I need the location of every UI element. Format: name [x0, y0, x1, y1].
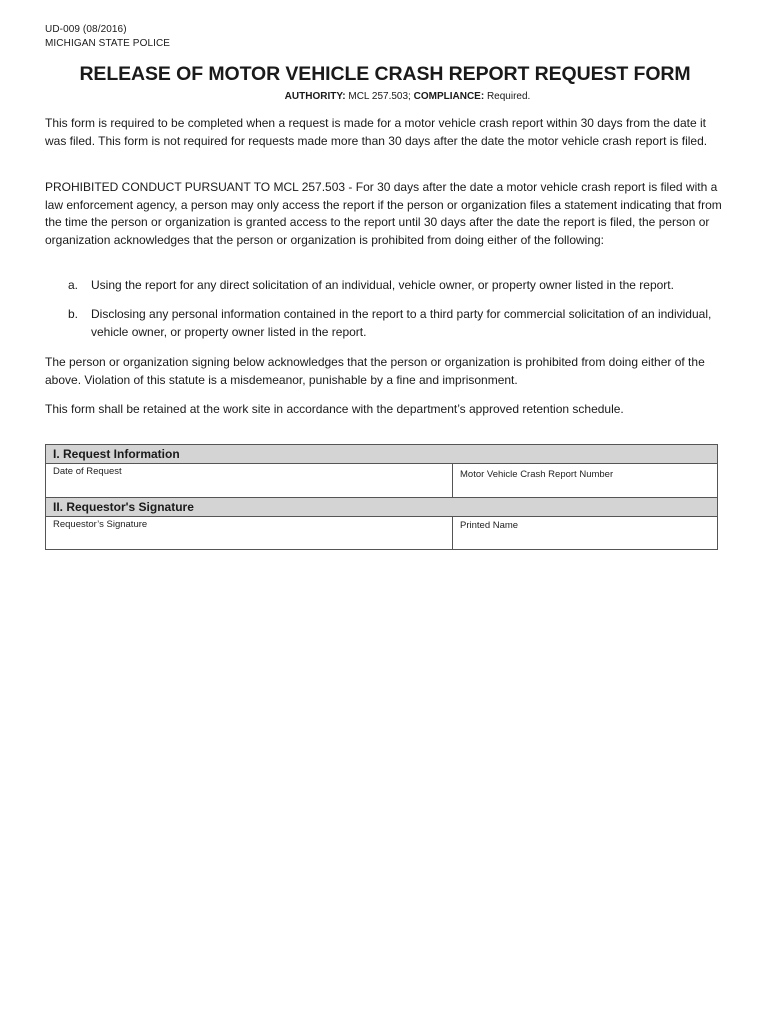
section-heading-request-information: I. Request Information — [46, 445, 717, 464]
form-number: UD-009 (08/2016) — [45, 24, 127, 35]
agency-name: MICHIGAN STATE POLICE — [45, 38, 171, 49]
requestor-signature-label: Requestor’s Signature — [53, 519, 148, 530]
form-identifier — [45, 23, 170, 51]
field-divider — [452, 517, 453, 550]
printed-name-field[interactable] — [460, 533, 710, 548]
form-title: RELEASE OF MOTOR VEHICLE CRASH REPORT REQUEST FORM — [79, 63, 691, 85]
authority-label: AUTHORITY: — [284, 91, 346, 102]
date-of-request-label: Date of Request — [53, 466, 122, 477]
date-of-request-field[interactable] — [53, 478, 443, 494]
list-item-text: Using the report for any direct solicitation of an individual, vehicle owner, or property owner listed in the report. — [91, 278, 674, 292]
list-marker: b. — [68, 307, 79, 321]
crash-report-number-label: Motor Vehicle Crash Report Number — [460, 469, 614, 480]
authority-value: MCL 257.503; — [348, 91, 411, 102]
prohibited-conduct-paragraph: PROHIBITED CONDUCT PURSUANT TO MCL 257.503 - For 30 days after the date a motor vehicle crash report is filed with a law enforcement agency, a person may only access the report if the person or organization files a statement indicating that from the time the person or organization is granted access to the report until 30 days after the date the report is filed, the person or organization acknowledges that the person or organization is prohibited from doing either of the following: — [45, 180, 722, 247]
request-form-table — [45, 444, 718, 550]
crash-report-number-field[interactable] — [460, 480, 710, 495]
list-marker: a. — [68, 278, 79, 292]
printed-name-label: Printed Name — [460, 520, 519, 531]
request-information-row — [46, 464, 717, 497]
section-heading-requestor-signature: II. Requestor's Signature — [46, 497, 717, 517]
compliance-label: COMPLIANCE: — [413, 91, 485, 102]
list-item-text: Disclosing any personal information contained in the report to a third party for commercial solicitation of an individual, vehicle owner, or property owner listed in the report. — [91, 307, 712, 339]
requestor-signature-row — [46, 517, 717, 550]
requestor-signature-field[interactable] — [53, 531, 443, 547]
intro-paragraph: This form is required to be completed when a request is made for a motor vehicle crash report within 30 days from the date it was filed. This form is not required for requests made more than 30 days after the date the motor vehicle crash report is filed. — [45, 116, 708, 148]
field-divider — [452, 464, 453, 497]
compliance-value: Required. — [486, 91, 531, 102]
acknowledgement-paragraph: The person or organization signing below acknowledges that the person or organization is prohibited from doing either of the above. Violation of this statute is a misdemeanor, punishable by a fine and imprisonment. — [45, 355, 705, 387]
authority-line — [0, 91, 770, 102]
retention-paragraph: This form shall be retained at the work site in accordance with the department’s approved retention schedule. — [45, 402, 624, 416]
